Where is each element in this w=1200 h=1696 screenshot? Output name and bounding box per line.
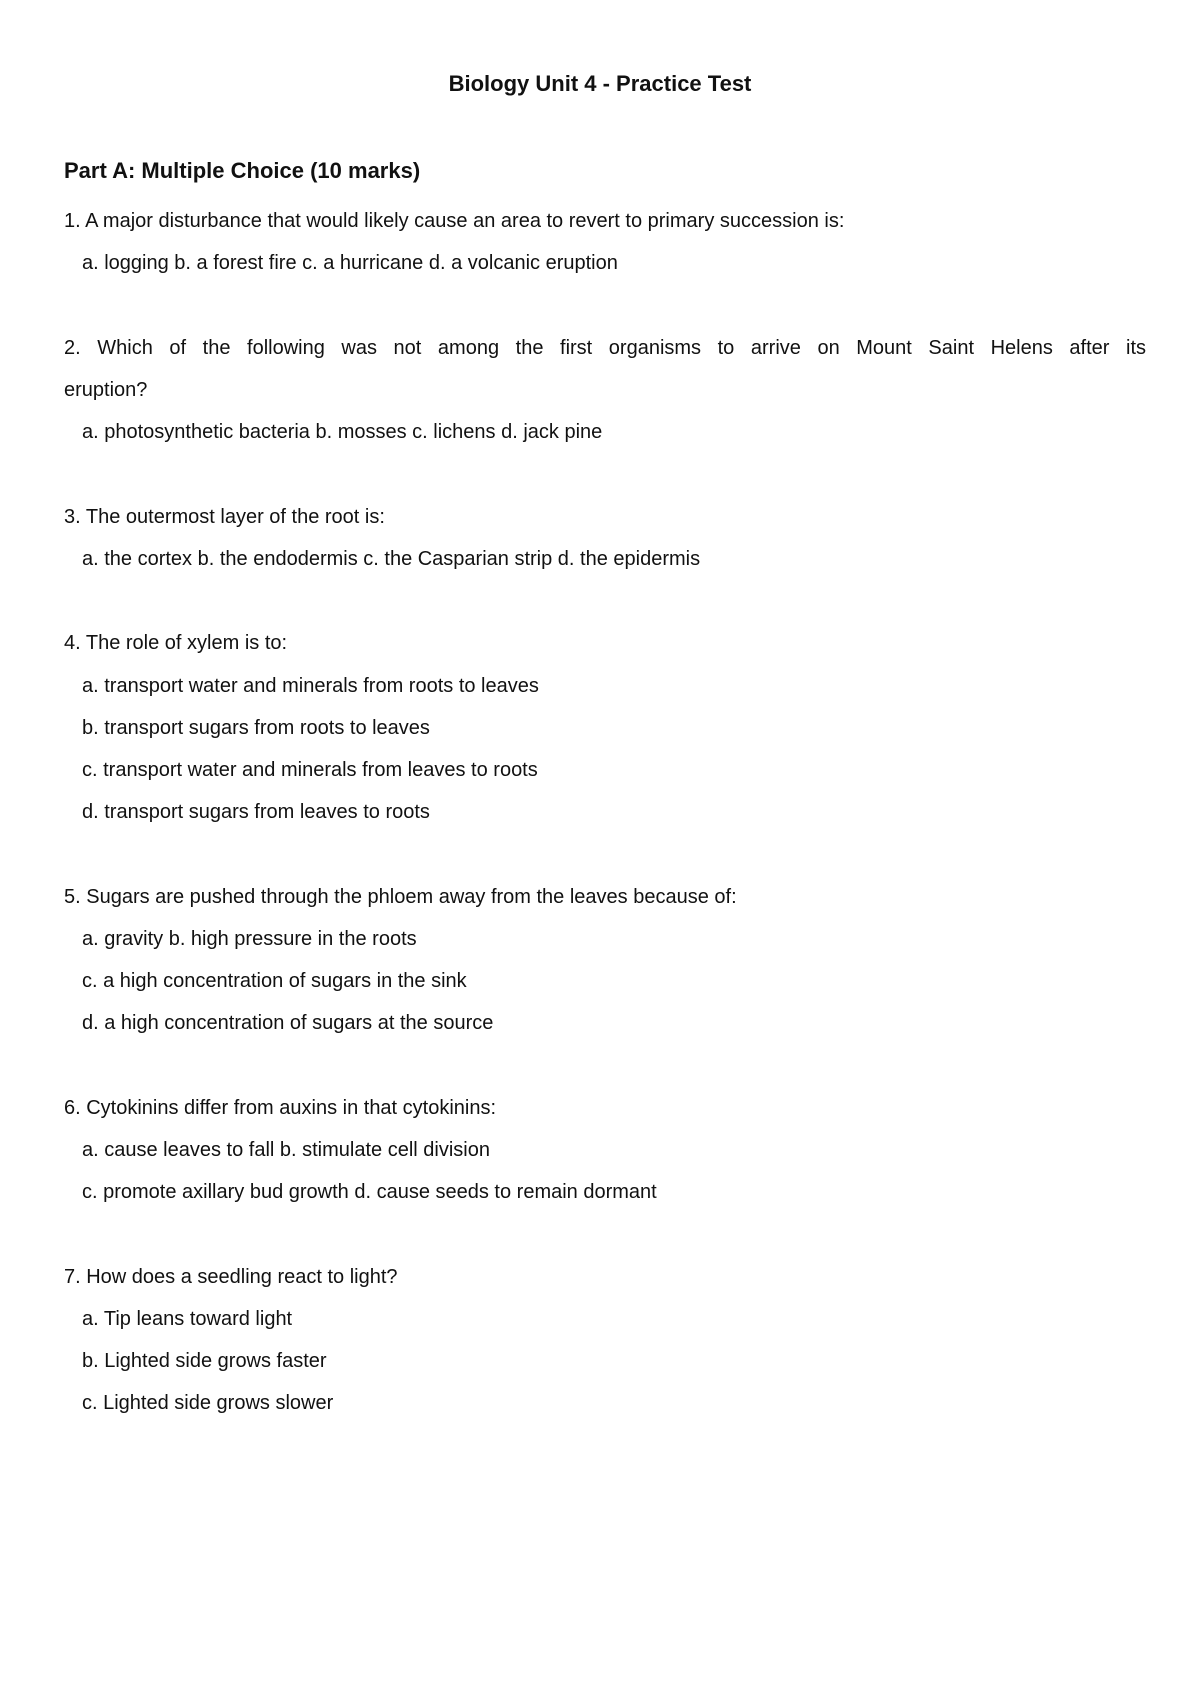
page-title: Biology Unit 4 - Practice Test [448, 71, 752, 96]
question-6-options-ab: a. cause leaves to fall b. stimulate cell division [82, 1139, 490, 1161]
question-7-option-c: c. Lighted side grows slower [82, 1392, 334, 1414]
question-7-option-a: a. Tip leans toward light [82, 1308, 293, 1330]
question-2-stem-continued: eruption? [64, 379, 148, 401]
question-6-stem: 6. Cytokinins differ from auxins in that cytokinins: [64, 1097, 497, 1119]
question-4-option-d: d. transport sugars from leaves to roots [82, 801, 430, 823]
question-4-option-b: b. transport sugars from roots to leaves [82, 717, 430, 739]
question-3-stem: 3. The outermost layer of the root is: [64, 506, 385, 528]
question-2-options: a. photosynthetic bacteria b. mosses c. lichens d. jack pine [82, 421, 603, 443]
question-1-options: a. logging b. a forest fire c. a hurricane d. a volcanic eruption [82, 252, 618, 274]
question-6-options-cd: c. promote axillary bud growth d. cause seeds to remain dormant [82, 1181, 657, 1203]
question-4-option-c: c. transport water and minerals from leaves to roots [82, 759, 538, 781]
question-5-options-ab: a. gravity b. high pressure in the roots [82, 928, 417, 950]
question-5-option-c: c. a high concentration of sugars in the sink [82, 970, 467, 992]
question-4-stem: 4. The role of xylem is to: [64, 632, 288, 654]
question-1-stem: 1. A major disturbance that would likely cause an area to revert to primary succession is: [64, 210, 845, 232]
question-4-option-a: a. transport water and minerals from roots to leaves [82, 675, 539, 697]
question-5-option-d: d. a high concentration of sugars at the source [82, 1012, 494, 1034]
section-heading: Part A: Multiple Choice (10 marks) [64, 158, 421, 183]
question-2-stem: 2. Which of the following was not among the first organisms to arrive on Mount Saint Helens after its [64, 337, 1146, 359]
question-3-options: a. the cortex b. the endodermis c. the Casparian strip d. the epidermis [82, 548, 701, 570]
question-5-stem: 5. Sugars are pushed through the phloem away from the leaves because of: [64, 886, 737, 908]
question-7-stem: 7. How does a seedling react to light? [64, 1266, 398, 1288]
question-7-option-b: b. Lighted side grows faster [82, 1350, 327, 1372]
